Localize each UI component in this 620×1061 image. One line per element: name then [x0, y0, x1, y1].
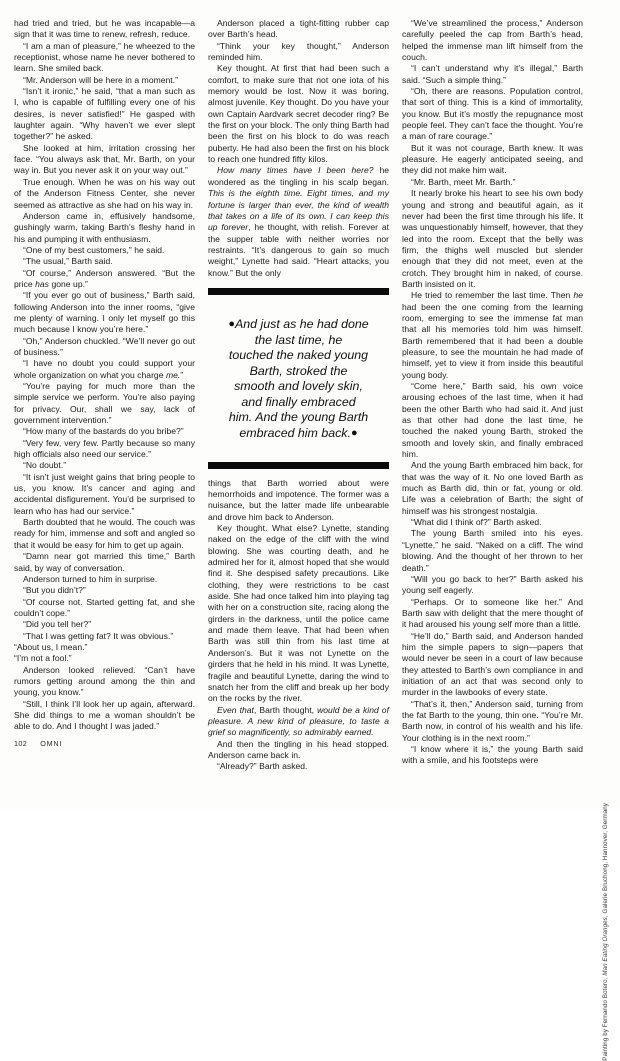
text-run: Anderson placed a tight-fitting rubber cap over Barth’s head.	[208, 18, 389, 40]
body-paragraph	[402, 18, 583, 63]
emphasis-run: me.	[165, 369, 181, 380]
text-run: “Oh, there are reasons. Population control, that sort of thing. This is a kind of immortality, you know. But it’s mostly the repugnance most people feel. They can’t face the thought. You’re a man of rare courage.”	[402, 86, 583, 142]
text-run: had been the one coming from the learning room, emerging to see the immense fat man that all his memories told him was himself. Barth remembered that it had been a double pleasure, to see the mountain he had made of himself, yet to view it from inside this beautiful young body.	[402, 301, 583, 380]
pull-quote-line-text: And just as he had done	[235, 316, 369, 331]
body-paragraph	[14, 143, 195, 177]
body-paragraph	[402, 381, 583, 460]
text-run: Key thought. What else? Lynette, standing naked on the edge of the cliff with the wind blowing. She was courting death, and he admired her for it, almost hoped that she would find it. She despised safety precautions. Like clothing, they were restrictions to be cast aside. She had once talked him into playing tag with her on a construction site, racing along the girders in the darkness, until the police came and made them leave. That had been when Barth was still thin from his last time at Anderson’s. But it was not Lynette on the girders that he held in his mind. It was Lynette, fragile and beautiful Lynette, daring the wind to snatch her from the cliff and break up her body on the rocks by the river.	[208, 523, 389, 704]
text-run: “That I was getting fat? It was obvious.”	[23, 630, 174, 641]
article-columns	[14, 18, 584, 780]
text-run: “About us, I mean.”	[14, 641, 88, 652]
column-1-body	[14, 18, 195, 733]
pull-quote-text	[208, 317, 389, 442]
text-run: “If you ever go out of business,” Barth said, following Anderson into the inner rooms, “give me plenty of warning. I only let myself go this much because I know you’re here.”	[14, 290, 195, 335]
pull-quote-line	[208, 364, 389, 380]
text-run: “Of course,” Anderson answered. “But the price	[14, 267, 195, 289]
body-paragraph	[402, 631, 583, 699]
pull-quote-line	[208, 317, 389, 333]
body-paragraph	[14, 177, 195, 211]
text-run: gone up.”	[48, 278, 88, 289]
body-paragraph	[14, 517, 195, 551]
body-paragraph	[14, 381, 195, 426]
text-run: True enough. When he was on his way out of the Anderson Fitness Center, she never seemed as attractive as she had on his way in.	[14, 176, 195, 210]
text-column-2	[208, 18, 389, 780]
body-paragraph	[208, 523, 389, 705]
pull-quote-line	[208, 410, 389, 426]
photo-credit	[602, 803, 609, 1061]
text-run: He tried to remember the last time. Then	[411, 290, 574, 301]
body-paragraph	[14, 211, 195, 245]
text-column-3	[402, 18, 583, 780]
body-paragraph	[14, 86, 195, 143]
body-paragraph	[402, 699, 583, 744]
emphasis-run: he	[573, 290, 583, 301]
emphasis-run: Even that	[217, 704, 254, 715]
body-paragraph	[14, 585, 195, 596]
photo-credit-artwork-title: Man Eating Oranges	[602, 917, 609, 976]
text-run: “Did you tell her?”	[23, 619, 92, 630]
text-run: , Barth thought,	[253, 704, 318, 715]
text-run: “Mr. Barth, meet Mr. Barth.”	[411, 176, 516, 187]
body-paragraph	[402, 177, 583, 188]
body-paragraph	[14, 460, 195, 471]
body-paragraph	[208, 18, 389, 41]
body-paragraph	[14, 245, 195, 256]
body-paragraph	[208, 705, 389, 739]
text-run: “That’s it, then,” Anderson said, turning from the fat Barth to the young, thin one. “You’re Mr. Barth now, in control of his wealth and his life. Your clothing is in the next room.”	[402, 698, 583, 743]
text-run: “Of course not. Started getting fat, and she couldn’t cope.”	[14, 596, 195, 618]
body-paragraph	[208, 63, 389, 165]
text-run: The young Barth smiled into his eyes. “Lynette,” he said. “Naked on a cliff. The wind blowing. And the thought of her thrown to her death.”	[402, 528, 583, 573]
pull-quote-line-text: and finally embraced	[241, 394, 356, 409]
body-paragraph	[402, 517, 583, 528]
folio-page-number: 102	[14, 738, 28, 748]
text-run: , he thought, with relish. Forever at the supper table with neither worries nor restraints. “It’s dangerous to gain so much weight,” Lynette had said. “Heart attacks, you know.” But the only	[208, 222, 389, 278]
body-paragraph	[402, 460, 583, 517]
body-paragraph	[14, 653, 195, 664]
text-run: had tried and tried, but he was incapable—a sign that it was time to renew, refresh, reduce.	[14, 18, 195, 40]
body-paragraph	[14, 426, 195, 437]
pull-quote-line	[208, 426, 389, 442]
photo-credit-suffix: , Galerie Bruchong, Hannover, Germany	[602, 803, 609, 918]
folio	[14, 739, 195, 748]
text-run: “Oh,” Anderson chuckled. “We’ll never go out of business.”	[14, 335, 195, 357]
text-run: “What did I think of?” Barth asked.	[411, 517, 542, 528]
text-run: But it was not courage, Barth knew. It was pleasure. He eagerly anticipated seeing, and they did not make him wait.	[402, 142, 583, 176]
body-paragraph	[14, 268, 195, 291]
text-run: he wondered as the tingling in his scalp began.	[208, 165, 390, 187]
body-paragraph	[14, 75, 195, 86]
text-run: “No doubt.”	[23, 460, 67, 471]
body-paragraph	[14, 631, 195, 642]
text-column-1	[14, 18, 195, 780]
text-run: “Already?” Barth asked.	[217, 761, 308, 772]
text-run: Anderson came in, effusively handsome, gushingly warm, taking Barth’s fleshy hand in his and pumping it with enthusiasm.	[14, 210, 195, 244]
text-run: “How many of the bastards do you bribe?”	[23, 426, 184, 437]
body-paragraph	[14, 358, 195, 381]
text-run: “I am a man of pleasure,” he wheezed to the receptionist, whose name he never bothered to learn. She smiled back.	[14, 40, 195, 74]
text-run: Barth doubted that he would. The couch was ready for him, immense and soft and angled so that it would be easy for him to get up again.	[14, 517, 195, 550]
text-run: “Will you go back to her?” Barth asked his young self eagerly.	[402, 573, 583, 596]
body-paragraph	[402, 86, 583, 143]
text-run: “Think your key thought,” Anderson reminded him.	[208, 40, 389, 63]
quote-open-mark-icon: ●	[228, 318, 235, 331]
pull-quote-rule-bottom	[208, 462, 389, 469]
body-paragraph	[14, 597, 195, 620]
text-run: Anderson turned to him in surprise.	[23, 573, 158, 584]
text-run: “We’ve streamlined the process,” Anderson carefully peeled the cap from Barth’s head, helped the immense man lift himself from the couch.	[402, 18, 583, 63]
emphasis-run: would be a kind of pleasure. A new kind of pleasure, to taste a grief so magnificently, so admirably earned.	[208, 704, 389, 738]
text-run: “Mr. Anderson will be here in a moment.”	[23, 74, 178, 85]
body-paragraph	[14, 336, 195, 359]
body-paragraph	[402, 63, 583, 86]
pull-quote-line-text: embraced him back.	[239, 426, 351, 441]
body-paragraph	[208, 761, 389, 772]
emphasis-run: How many times have I been here?	[217, 165, 374, 176]
body-paragraph	[14, 642, 195, 653]
text-run: “I’m not a fool.”	[14, 653, 72, 664]
text-run: Key thought. At first that had been such a comfort, to make sure that not one iota of his memory would be lost. Now it was boring, almost juvenile. Key thought. Do you have your own Captain Aardvark secret decoder ring? Be the first on your block. The only thing Barth had been the first on his block to do was reach puberty. He had also been the first on his block to reach one hundred fifty kilos.	[208, 63, 389, 165]
text-run: ”	[180, 369, 184, 380]
body-paragraph	[14, 699, 195, 733]
pull-quote-line-text: the last time, he	[254, 332, 343, 347]
text-run: things that Barth worried about were hemorrhoids and impotence. The former was a nuisance, but the latter made life unbearable and drove him back to Anderson.	[208, 477, 389, 522]
body-paragraph	[402, 574, 583, 597]
text-run: “Very few, very few. Partly because so many high officials also need our service.”	[14, 437, 195, 460]
pull-quote-line-text: touched the naked young	[228, 348, 369, 363]
body-paragraph	[14, 41, 195, 75]
text-run: “One of my best customers,” he said.	[23, 244, 165, 255]
body-paragraph	[14, 574, 195, 585]
text-run: “He’ll do,” Barth said, and Anderson handed him the simple papers to sign—papers that would never be seen in a court of law because they attested to Barth’s own compliance in and initiation of an act that was second only to murder in the lawbooks of every state.	[402, 630, 583, 698]
body-paragraph	[402, 744, 583, 767]
text-run: “Damn near got married this time,” Barth said, by way of conversation.	[14, 551, 195, 573]
text-run: “But you didn’t?”	[23, 585, 86, 596]
pull-quote-line-text: smooth and lovely skin,	[234, 379, 363, 394]
emphasis-run: has	[35, 278, 49, 289]
body-paragraph	[208, 41, 389, 64]
text-run: It nearly broke his heart to see his own body young and strong and beautiful again, as it never had been the first time through his life. It was unquestionably himself, however, that they led into the room. Except that the belly was firm, the thighs well muscled but slender enough that they did not meet, even at the crotch. They brought him in naked, of course. Barth insisted on it.	[402, 188, 583, 289]
pull-quote-line	[208, 395, 389, 411]
text-run: “Isn’t it ironic,” he said, “that a man such as I, who is capable of fulfilling every one of his desires, is never satisfied!” He gasped with laughter again. “Why haven’t we ever slept together?” he asked.	[14, 86, 195, 142]
body-paragraph	[14, 619, 195, 630]
text-run: Anderson looked relieved. “Can’t have rumors getting around among the thin and young, you know.”	[14, 664, 195, 698]
text-run: And the young Barth embraced him back, for that was the way of it. No one loved Barth as much as Barth did, thin or fat, young or old. Life was a celebration of Barth; the sight of himself was his strongest nostalgia.	[402, 460, 583, 516]
quote-close-mark-icon: ●	[350, 427, 358, 440]
body-paragraph	[14, 551, 195, 574]
pull-quote-block	[208, 288, 389, 469]
body-paragraph	[14, 18, 195, 41]
body-paragraph	[14, 665, 195, 699]
pull-quote-rule-top	[208, 288, 389, 295]
body-paragraph	[208, 478, 389, 523]
text-run: “Still, I think I’ll look her up again, afterward. She did things to me a woman shouldn’t be able to do. And I thought I was jaded.”	[14, 698, 195, 732]
body-paragraph	[402, 143, 583, 177]
body-paragraph	[14, 438, 195, 461]
text-run: “It isn’t just weight gains that bring people to us, you know. It’s cancer and aging and accidental disfigurement. You’d be surprised to learn who has had our service.”	[14, 471, 195, 516]
column-2-body-bottom	[208, 478, 389, 773]
text-run: “I know where it is,” the young Barth said with a smile, and his footsteps were	[402, 744, 583, 766]
folio-magazine-name: OMNI	[40, 738, 63, 748]
body-paragraph	[402, 188, 583, 290]
body-paragraph	[208, 739, 389, 762]
body-paragraph	[402, 597, 583, 631]
body-paragraph	[14, 256, 195, 267]
column-2-body-top	[208, 18, 389, 279]
photo-credit-prefix: Painting by Fernando Botero,	[602, 975, 609, 1061]
pull-quote-line	[208, 348, 389, 364]
text-run: “I can’t understand why it’s illegal,” Barth said. “Such a simple thing.”	[402, 63, 583, 85]
text-run: “Perhaps. Or to someone like her.” And Barth saw with delight that the mere thought of it had aroused his young self more than a little.	[402, 596, 583, 630]
text-run: “The usual,” Barth said.	[23, 256, 113, 267]
pull-quote-line-text: him. And the young Barth	[228, 410, 369, 425]
body-paragraph	[402, 290, 583, 381]
column-3-body	[402, 18, 583, 767]
body-paragraph	[14, 290, 195, 335]
text-run: “Come here,” Barth said, his own voice arousing echoes of the last time, when it had been the other Barth who had said it. And just as that other had done the last time, he touched the naked young Barth, stroked the smooth and lovely skin, and finally embraced him.	[402, 381, 583, 460]
body-paragraph	[402, 528, 583, 573]
emphasis-run: This is the eighth time. Eight times, and my fortune is larger than ever, the kind of wealth that takes on a life of its own. I can keep this up forever	[208, 188, 389, 233]
text-run: And then the tingling in his head stopped. Anderson came back in.	[208, 738, 389, 760]
text-run: “You’re paying for much more than the simple service we perform. You’re also paying for privacy. Our, shall we say, lack of government intervention.”	[14, 381, 195, 426]
text-run: She looked at him, irritation crossing her face. “You always ask that, Mr. Barth, on your way in. But you never ask it on your way out.”	[14, 142, 195, 176]
body-paragraph	[14, 472, 195, 517]
pull-quote-line-text: Barth, stroked the	[249, 363, 348, 378]
pull-quote-line	[208, 379, 389, 395]
text-run: “I have no doubt you could support your whole organization on what you charge	[14, 358, 195, 380]
pull-quote-line	[208, 333, 389, 349]
body-paragraph	[208, 165, 389, 278]
